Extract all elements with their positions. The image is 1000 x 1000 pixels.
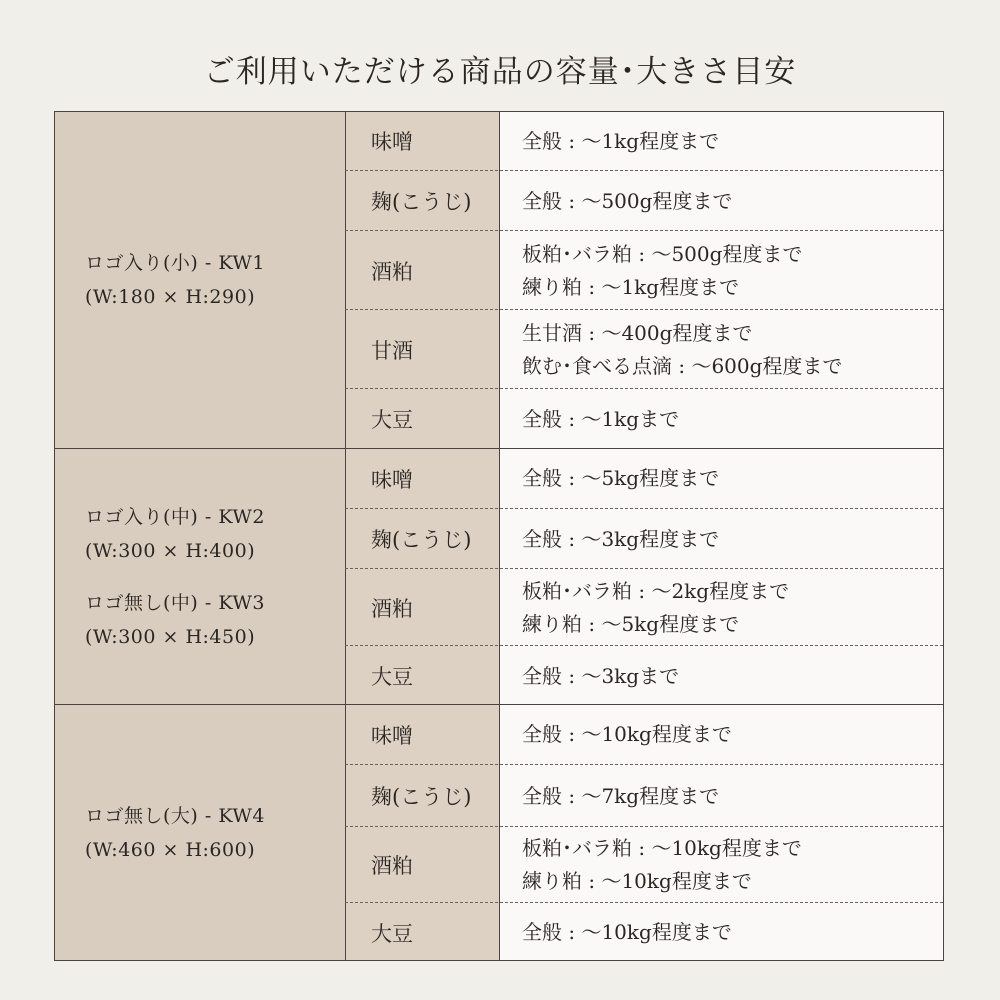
group-label-size: (W:300 × H:400) bbox=[85, 539, 256, 562]
row-value: 全般 : ～1kg程度まで bbox=[522, 128, 720, 153]
table-row bbox=[345, 170, 943, 231]
table-group-kw1 bbox=[55, 112, 943, 448]
table-row bbox=[345, 645, 943, 706]
table-row bbox=[345, 826, 943, 903]
row-category: 酒粕 bbox=[371, 259, 413, 284]
row-value: 全般 : ～500g程度まで bbox=[522, 188, 733, 213]
table-row bbox=[345, 764, 943, 827]
row-value: 練り粕 : ～10kg程度まで bbox=[522, 869, 752, 893]
table-row bbox=[345, 388, 943, 449]
row-value: 全般 : ～5kg程度まで bbox=[522, 466, 720, 490]
table-row bbox=[345, 705, 943, 764]
table-group-kw4 bbox=[55, 704, 943, 960]
row-value: 飲む･食べる点滴 : ～600g程度まで bbox=[522, 353, 843, 378]
capacity-table bbox=[54, 111, 944, 961]
row-value: 板粕･バラ粕 : ～10kg程度まで bbox=[522, 836, 802, 860]
row-value: 全般 : ～10kg程度まで bbox=[522, 920, 732, 944]
row-value: 全般 : ～3kgまで bbox=[522, 663, 680, 688]
group-label-name: ロゴ無し(大) - KW4 bbox=[85, 804, 265, 827]
table-row bbox=[345, 449, 943, 508]
table-row bbox=[345, 902, 943, 962]
row-value: 練り粕 : ～5kg程度まで bbox=[522, 611, 740, 636]
row-value: 全般 : ～10kg程度まで bbox=[522, 722, 732, 746]
row-value: 全般 : ～1kgまで bbox=[522, 406, 680, 431]
table-row bbox=[345, 112, 943, 170]
row-value: 板粕･バラ粕 : ～2kg程度まで bbox=[522, 578, 790, 603]
row-category: 甘酒 bbox=[371, 338, 413, 363]
row-category: 味噌 bbox=[371, 130, 413, 154]
table-row bbox=[345, 508, 943, 569]
page-title: ご利用いただける商品の容量･大きさ目安 bbox=[203, 54, 797, 90]
row-category: 大豆 bbox=[371, 408, 413, 432]
row-value: 板粕･バラ粕 : ～500g程度まで bbox=[522, 241, 803, 266]
row-category: 麹(こうじ) bbox=[371, 785, 472, 809]
group-label-name: ロゴ入り(小) - KW1 bbox=[85, 252, 265, 274]
group-label-size: (W:180 × H:290) bbox=[85, 286, 256, 308]
row-category: 酒粕 bbox=[371, 596, 413, 621]
row-category: 大豆 bbox=[371, 921, 413, 946]
row-category: 味噌 bbox=[371, 723, 413, 748]
row-value: 全般 : ～7kg程度まで bbox=[522, 783, 720, 808]
table-group-kw2-kw3 bbox=[55, 448, 943, 704]
row-value: 全般 : ～3kg程度まで bbox=[522, 526, 720, 551]
row-category: 大豆 bbox=[371, 665, 413, 689]
row-category: 味噌 bbox=[371, 467, 413, 492]
row-category: 麹(こうじ) bbox=[371, 190, 472, 214]
table-row bbox=[345, 230, 943, 310]
group-label-size: (W:460 × H:600) bbox=[85, 838, 256, 861]
table-row bbox=[345, 568, 943, 646]
group-label-name: ロゴ入り(中) - KW2 bbox=[85, 505, 265, 528]
row-category: 酒粕 bbox=[371, 854, 413, 878]
row-value: 練り粕 : ～1kg程度まで bbox=[522, 274, 740, 299]
table-row bbox=[345, 309, 943, 389]
row-value: 生甘酒 : ～400g程度まで bbox=[522, 320, 753, 345]
group-label-name: ロゴ無し(中) - KW3 bbox=[85, 591, 265, 614]
row-category: 麹(こうじ) bbox=[371, 528, 472, 552]
group-label-size: (W:300 × H:450) bbox=[85, 625, 256, 648]
